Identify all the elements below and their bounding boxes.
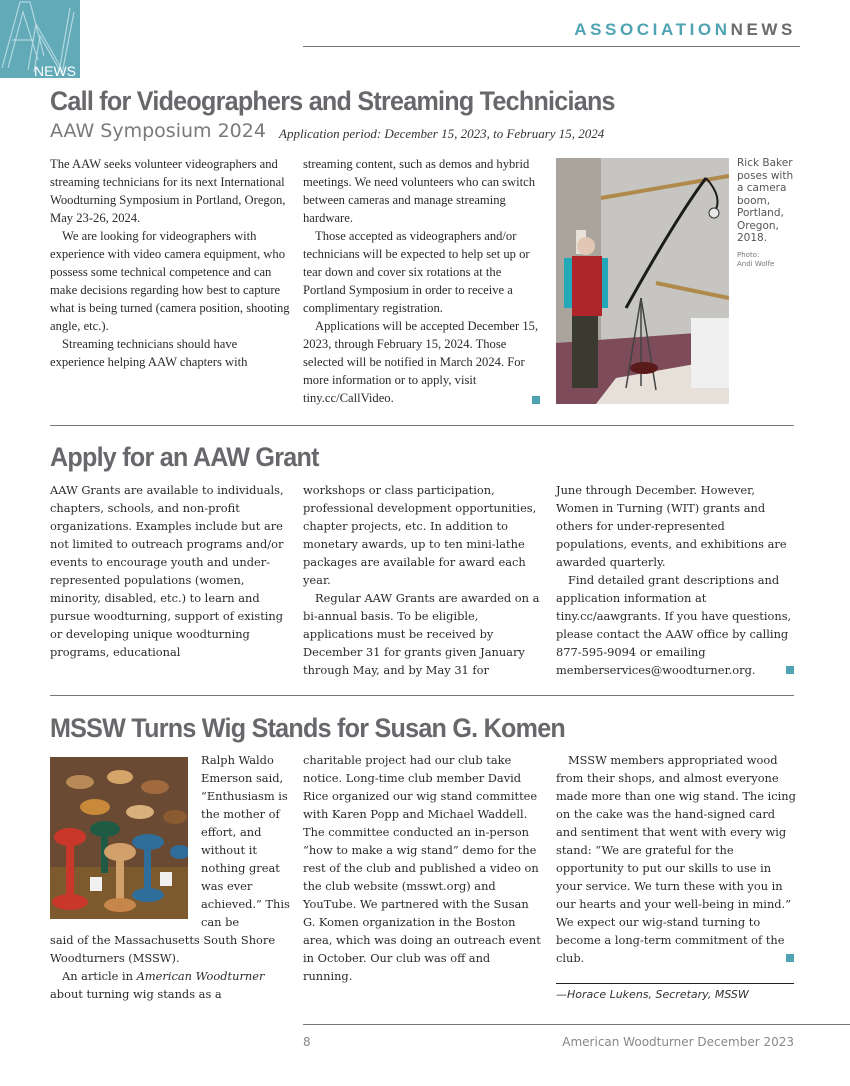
article3-column-2 — [303, 751, 543, 985]
wig-stands-photo-illustration — [50, 757, 188, 919]
paragraph: Those accepted as videographers and/or technicians will be expected to help set up or tear down and cover six rotations at the Portland Symposium in order to receive a complimentary registration. — [303, 229, 530, 315]
article3-title: MSSW Turns Wig Stands for Susan G. Komen — [50, 713, 566, 743]
article-end-mark — [786, 954, 794, 962]
signature-rule — [556, 983, 794, 984]
article1-column-2 — [303, 155, 541, 407]
section-header-news: NEWS — [730, 20, 796, 39]
page-number: 8 — [303, 1035, 311, 1049]
paragraph: workshops or class participation, professional development opportunities, chapter projects, etc. In addition to monetary awards, up to ten mini-lathe packages are available for award each year. — [303, 483, 537, 587]
paragraph: MSSW members appropriated wood from their shops, and almost everyone made more than one wig stand. The icing on the cake was the hand-signed card and sentiment that went with every wig stand: “We are grateful for the opportunity to put our skills to use in your service. We turn these with you in our hearts and your well-being in mind.” We expect our wig-stand turning to become a long-term commitment of the club. — [556, 753, 796, 965]
article2-column-1 — [50, 481, 290, 661]
article1-column-1 — [50, 155, 290, 371]
article1-application-period: Application period: December 15, 2023, to February 15, 2024 — [279, 126, 605, 141]
footer-rule — [303, 1024, 850, 1025]
article1-title: Call for Videographers and Streaming Technicians — [50, 86, 615, 116]
section-header — [574, 20, 796, 40]
photo-caption — [737, 157, 797, 269]
text: An article in — [62, 969, 137, 983]
article3-column-3 — [556, 751, 796, 967]
paragraph — [50, 967, 290, 1003]
text: about turning wig stands as a — [50, 987, 222, 1001]
paragraph: said of the Massachusetts South Shore Woodturners (MSSW). — [50, 933, 276, 965]
paragraph: Find detailed grant descriptions and application information at tiny.cc/aawgrants. If you have questions, please contact the AAW office by calling 877-595-9094 or emailing memberservices@woodturner.org. — [556, 573, 792, 677]
article1-subtitle: AAW Symposium 2024 — [50, 120, 266, 142]
section-divider — [50, 695, 794, 696]
article3-column-1 — [50, 931, 290, 1003]
article3-column-1-wrap — [201, 751, 293, 931]
paragraph: Ralph Waldo Emerson said, “Enthusiasm is the mother of effort, and without it nothing great was ever achieved.” This can be — [201, 753, 290, 929]
paragraph: June through December. However, Women in Turning (WIT) grants and others for under-represented populations, events, and exhibitions are awarded quarterly. — [556, 483, 787, 569]
photo-wig-stands — [50, 757, 188, 919]
article2-column-2 — [303, 481, 543, 679]
photo-rick-baker-camera-boom — [556, 158, 729, 404]
article2-column-3 — [556, 481, 796, 679]
article2-title: Apply for an AAW Grant — [50, 442, 319, 472]
paragraph: charitable project had our club take notice. Long-time club member David Rice organized our wig stand committee with Karen Popp and Michael Waddell. The committee conducted an in-person “how to make a wig stand” demo for the rest of the club and published a video on the club website (msswt.org) and YouTube. We partnered with the Susan G. Komen organization in the Boston area, which was doing an outreach event in October. Our club was off and running. — [303, 753, 541, 983]
logo-news-label: NEWS — [34, 63, 76, 78]
section-header-association: ASSOCIATION — [574, 20, 731, 39]
paragraph: Regular AAW Grants are awarded on a bi-annual basis. To be eligible, applications must be received by December 31 for grants given January through May, and by May 31 for — [303, 591, 540, 677]
paragraph: We are looking for videographers with experience with video camera equipment, who possess some technical competence and can make decisions regarding how best to capture what is being turned (camera position, shooting angle, etc.). — [50, 229, 290, 333]
photo-caption-text: Rick Baker poses with a camera boom, Portland, Oregon, 2018. — [737, 157, 794, 244]
article-end-mark — [786, 666, 794, 674]
photo-credit-name: Andi Wolfe — [737, 259, 775, 268]
paragraph: Streaming technicians should have experience helping AAW chapters with — [50, 337, 248, 369]
photo-credit-label: Photo: — [737, 250, 760, 259]
news-logo — [0, 0, 80, 78]
photo-credit — [737, 251, 797, 269]
publication-footer: American Woodturner December 2023 — [562, 1035, 794, 1049]
article3-signature: —Horace Lukens, Secretary, MSSW — [556, 988, 749, 1001]
paragraph: Applications will be accepted December 15, 2023, through February 15, 2024. Those selected will be notified in March 2024. For more information or to apply, visit tiny.cc/CallVideo. — [303, 319, 539, 405]
article-end-mark — [532, 396, 540, 404]
paragraph: The AAW seeks volunteer videographers and streaming technicians for its next International Woodturning Symposium in Portland, Oregon, May 23-26, 2024. — [50, 157, 286, 225]
camera-boom-photo-illustration — [556, 158, 729, 404]
publication-name: American Woodturner — [136, 969, 265, 983]
section-divider — [50, 425, 794, 426]
paragraph: AAW Grants are available to individuals, chapters, schools, and non-profit organizations. Examples include but are not limited to outreach programs and/or events to encourage youth and under-represented populations (women, minority, disabled, etc.) to learn and pursue woodturning, support of existing or developing unique woodturning programs, educational — [50, 483, 284, 659]
paragraph: streaming content, such as demos and hybrid meetings. We need volunteers who can switch between cameras and manage streaming hardware. — [303, 157, 536, 225]
header-rule — [303, 46, 800, 47]
